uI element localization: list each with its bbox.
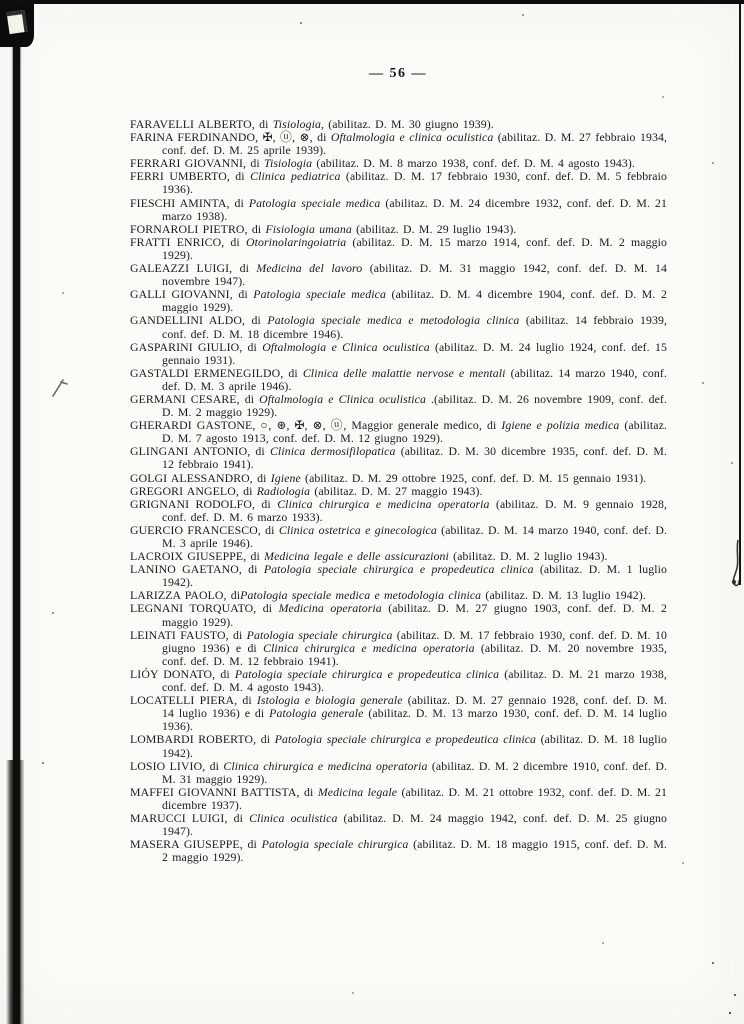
entry-text: (abilitaz. D. M. 17 febbraio 1930, conf. def. D. M. 10 giugno 1936) e di bbox=[162, 627, 667, 655]
entry-text: (abilitaz. D. M. 9 gennaio 1928, conf. def. D. M. 6 marzo 1933). bbox=[162, 496, 668, 524]
entry-text: GASTALDI ERMENEGILDO, di bbox=[130, 365, 303, 380]
entry-text: (abilitaz. D. M. 27 gennaio 1928, conf. def. D. M. 14 luglio 1936) e di bbox=[162, 693, 668, 721]
entry-text: GUERCIO FRANCESCO, di bbox=[130, 522, 279, 537]
entry-specialty: Patologia speciale chirurgica bbox=[246, 627, 393, 642]
entry-text: (abilitaz. D. M. 27 febbraio 1934, conf. def. D. M. 25 aprile 1939). bbox=[162, 130, 667, 158]
scan-edge-top bbox=[0, 0, 744, 4]
register-entry bbox=[130, 197, 667, 223]
entry-text: FERRARI GIOVANNI, di bbox=[130, 156, 264, 171]
entry-text: FERRI UMBERTO, di bbox=[130, 169, 251, 184]
entry-text: (abilitaz. D. M. 30 dicembre 1935, conf. def. D. M. 12 febbraio 1941). bbox=[162, 444, 667, 472]
entry-specialty: Tisiologia bbox=[263, 156, 313, 171]
entry-specialty: Clinica delle malattie nervose e mentali bbox=[302, 365, 506, 380]
entry-text: (abilitaz. D. M. 14 marzo 1940, conf. def. D. M. 3 aprile 1946). bbox=[162, 522, 667, 550]
entry-specialty: Clinica ostetrica e ginecologica bbox=[278, 522, 437, 537]
entry-text: LOCATELLI PIERA, di bbox=[130, 693, 257, 708]
entry-specialty: Medicina del lavoro bbox=[256, 261, 363, 276]
entry-specialty: Radiologia bbox=[256, 483, 311, 498]
entry-text: GRIGNANI RODOLFO, di bbox=[130, 496, 278, 511]
entry-specialty: Clinica chirurgica e medicina operatoria bbox=[277, 496, 490, 511]
entry-text: (abilitaz. D. M. 17 febbraio 1930, conf. def. D. M. 5 febbraio 1936). bbox=[162, 169, 667, 197]
entry-text: GALLI GIOVANNI, di bbox=[130, 287, 254, 302]
entry-specialty: Patologia speciale chirurgica e propedeutica clinica bbox=[234, 666, 500, 681]
register-entry bbox=[130, 419, 667, 445]
register-entry bbox=[130, 602, 667, 628]
register-entry bbox=[130, 838, 667, 864]
entry-text: MASERA GIUSEPPE, di bbox=[130, 837, 262, 852]
register-entry bbox=[130, 314, 667, 340]
entry-text: FARAVELLI ALBERTO, di bbox=[130, 117, 273, 131]
entry-specialty: Clinica oculistica bbox=[249, 810, 338, 825]
register-entry bbox=[130, 733, 667, 759]
register-entry bbox=[130, 498, 667, 524]
entry-text: .(abilitaz. D. M. 26 novembre 1909, conf. def. D. M. 2 maggio 1929). bbox=[162, 391, 667, 420]
entry-specialty: Clinica pediatrica bbox=[250, 169, 341, 184]
entry-specialty: Patologia generale bbox=[269, 706, 364, 721]
entry-text: LANINO GAETANO, di bbox=[130, 562, 264, 577]
entry-text: LACROIX GIUSEPPE, di bbox=[130, 549, 265, 564]
entry-text: LIÓY DONATO, di bbox=[130, 666, 235, 681]
entry-specialty: Igiene e polizia medica bbox=[501, 418, 620, 433]
entry-text: LOMBARDI ROBERTO, di bbox=[130, 732, 275, 747]
entry-specialty: Medicina legale bbox=[317, 784, 398, 799]
entry-text: (abilitaz. D. M. 29 luglio 1943). bbox=[351, 221, 517, 236]
entry-specialty: Clinica chirurgica e medicina operatoria bbox=[223, 758, 428, 773]
entry-specialty: Oftalmologia e Clinica oculistica bbox=[262, 339, 430, 354]
entry-text: (abilitaz. D. M. 24 dicembre 1932, conf. def. D. M. 21 marzo 1938). bbox=[162, 195, 668, 223]
handwritten-margin-mark bbox=[50, 374, 70, 405]
entry-text: (abilitaz. D. M. 8 marzo 1938, conf. def. D. M. 4 agosto 1943). bbox=[312, 156, 635, 171]
entry-text: (abilitaz. D. M. 21 marzo 1938, conf. def. D. M. 4 agosto 1943). bbox=[162, 666, 667, 695]
entry-specialty: Oftalmologia e clinica oculistica bbox=[330, 130, 494, 145]
entry-text: LEGNANI TORQUATO, di bbox=[130, 601, 279, 616]
register-entry bbox=[130, 262, 667, 288]
entry-text: (abilitaz. D. M. 1 luglio 1942). bbox=[162, 562, 667, 590]
entry-specialty: Patologia speciale chirurgica e propedeutica clinica bbox=[274, 732, 537, 747]
entry-text: (abilitaz. D. M. 29 ottobre 1925, conf. def. D. M. 15 gennaio 1931). bbox=[300, 470, 647, 485]
entry-text: GREGORI ANGELO, di bbox=[130, 483, 257, 498]
register-entry bbox=[130, 668, 667, 694]
entry-text: (abilitaz. D. M. 4 dicembre 1904, conf. def. D. M. 2 maggio 1929). bbox=[162, 287, 668, 315]
entry-specialty: Fisiologia umana bbox=[265, 221, 352, 236]
page-number: — 56 — bbox=[369, 66, 427, 81]
entry-specialty: Medicina operatoria bbox=[278, 601, 382, 616]
entry-text: (abilitaz. D. M. 18 luglio 1942). bbox=[162, 732, 667, 760]
register-entry bbox=[130, 812, 667, 838]
register-entry bbox=[130, 236, 667, 262]
register-entry bbox=[130, 524, 667, 550]
entry-specialty: Clinica dermosifilopatica bbox=[269, 444, 396, 459]
entry-specialty: Patologia speciale medica bbox=[248, 195, 381, 210]
entry-text: (abilitaz. D. M. 27 giugno 1903, conf. def. D. M. 2 maggio 1929). bbox=[162, 601, 667, 629]
scan-corner-artifact bbox=[0, 3, 34, 47]
entry-text: (abilitaz. 14 febbraio 1939, conf. def. D. M. 18 dicembre 1946). bbox=[162, 313, 667, 341]
scan-artifact-right-blob bbox=[726, 538, 742, 593]
entry-text: (abilitaz. D. M. 15 marzo 1914, conf. def. D. M. 2 maggio 1929). bbox=[162, 234, 668, 262]
entry-specialty: Medicina legale e delle assicurazioni bbox=[264, 549, 449, 564]
entry-text: (abilitaz. D. M. 13 luglio 1942). bbox=[481, 588, 646, 603]
entry-text: GOLGI ALESSANDRO, di bbox=[130, 470, 271, 485]
register-entry bbox=[130, 367, 667, 393]
entry-text: FORNAROLI PIETRO, di bbox=[130, 221, 266, 236]
entry-text: (abilitaz. D. M. 2 luglio 1943). bbox=[448, 549, 608, 564]
entry-text: GERMANI CESARE, di bbox=[130, 391, 260, 406]
entry-text: (abilitaz. D. M. 20 novembre 1935, conf. def. D. M. 12 febbraio 1941). bbox=[162, 640, 667, 668]
entry-text: FIESCHI AMINTA, di bbox=[130, 195, 249, 210]
entry-text: LARIZZA PAOLO, di bbox=[130, 588, 241, 603]
entry-text: , (abilitaz. D. M. 30 giugno 1939). bbox=[320, 117, 494, 131]
entry-text: (abilitaz. D. M. 27 maggio 1943). bbox=[310, 483, 483, 498]
register-entry bbox=[130, 170, 667, 196]
register-entry bbox=[130, 341, 667, 367]
entry-text: GLINGANI ANTONIO, di bbox=[130, 444, 270, 459]
entry-specialty: Istologia e biologia generale bbox=[256, 693, 403, 708]
entry-specialty: Patologia speciale medica e metodologia clinica bbox=[267, 313, 520, 328]
entry-text: (abilitaz. D. M. 24 luglio 1924, conf. def. 15 gennaio 1931). bbox=[162, 339, 667, 367]
entry-specialty: Patologia speciale medica bbox=[253, 287, 386, 302]
register-entries-list bbox=[130, 118, 667, 864]
entry-specialty: Patologia speciale medica e metodologia clinica bbox=[240, 588, 482, 603]
entry-text: GASPARINI GIULIO, di bbox=[130, 339, 263, 354]
entry-text: (abilitaz. D. M. 7 agosto 1913, conf. def. D. M. 12 giugno 1929). bbox=[162, 418, 667, 446]
scan-edge-right bbox=[739, 2, 741, 585]
entry-text: (abilitaz. 14 marzo 1940, conf. def. D. M. 3 aprile 1946). bbox=[162, 365, 667, 393]
entry-text: GHERARDI GASTONE, ○, ⊛, ✠, ⊗, ⓤ, Maggior generale medico, di bbox=[130, 418, 502, 433]
register-entry bbox=[130, 131, 667, 157]
register-entry bbox=[130, 563, 667, 589]
entry-text: FRATTI ENRICO, di bbox=[130, 234, 246, 249]
entry-specialty: Patologia speciale chirurgica e propedeutica clinica bbox=[263, 562, 534, 577]
register-entry bbox=[130, 786, 667, 812]
entry-text: (abilitaz. D. M. 24 maggio 1942, conf. def. D. M. 25 giugno 1947). bbox=[162, 810, 667, 839]
entry-specialty: Patologia speciale chirurgica bbox=[261, 837, 409, 852]
entry-specialty: Clinica chirurgica e medicina operatoria bbox=[263, 640, 475, 655]
entry-text: MARUCCI LUIGI, di bbox=[130, 810, 250, 825]
entry-text: (abilitaz. D. M. 18 maggio 1915, conf. def. D. M. 2 maggio 1929). bbox=[162, 837, 667, 865]
entry-specialty: Tisiologia bbox=[272, 117, 321, 131]
entry-text: (abilitaz. D. M. 31 maggio 1942, conf. def. D. M. 14 novembre 1947). bbox=[162, 261, 667, 289]
entry-text: FARINA FERDINANDO, ✠, ⓤ, ⊗, di bbox=[130, 130, 331, 145]
register-entry bbox=[130, 445, 667, 471]
entry-text: (abilitaz. D. M. 21 ottobre 1932, conf. def. D. M. 21 dicembre 1937). bbox=[162, 784, 667, 812]
entry-specialty: Otorinolaringoiatria bbox=[245, 234, 347, 249]
entry-text: LOSIO LIVIO, di bbox=[130, 758, 224, 773]
entry-specialty: Oftalmologia e Clinica oculistica bbox=[259, 391, 426, 406]
register-entry bbox=[130, 629, 667, 668]
entry-text: GALEAZZI LUIGI, di bbox=[130, 261, 257, 276]
entry-text: GANDELLINI ALDO, di bbox=[130, 313, 268, 328]
register-entry bbox=[130, 288, 667, 314]
scan-edge-left-rough bbox=[6, 760, 24, 1024]
entry-text: (abilitaz. D. M. 2 dicembre 1910, conf. def. D. M. 31 maggio 1929). bbox=[162, 758, 668, 786]
entry-text: MAFFEI GIOVANNI BATTISTA, di bbox=[130, 784, 318, 799]
register-entry bbox=[130, 694, 667, 733]
entry-specialty: Igiene bbox=[270, 470, 301, 485]
entry-text: (abilitaz. D. M. 13 marzo 1930, conf. def. D. M. 14 luglio 1936). bbox=[162, 706, 667, 734]
register-entry bbox=[130, 393, 667, 419]
register-entry bbox=[130, 760, 667, 786]
entry-text: LEINATI FAUSTO, di bbox=[130, 627, 247, 642]
